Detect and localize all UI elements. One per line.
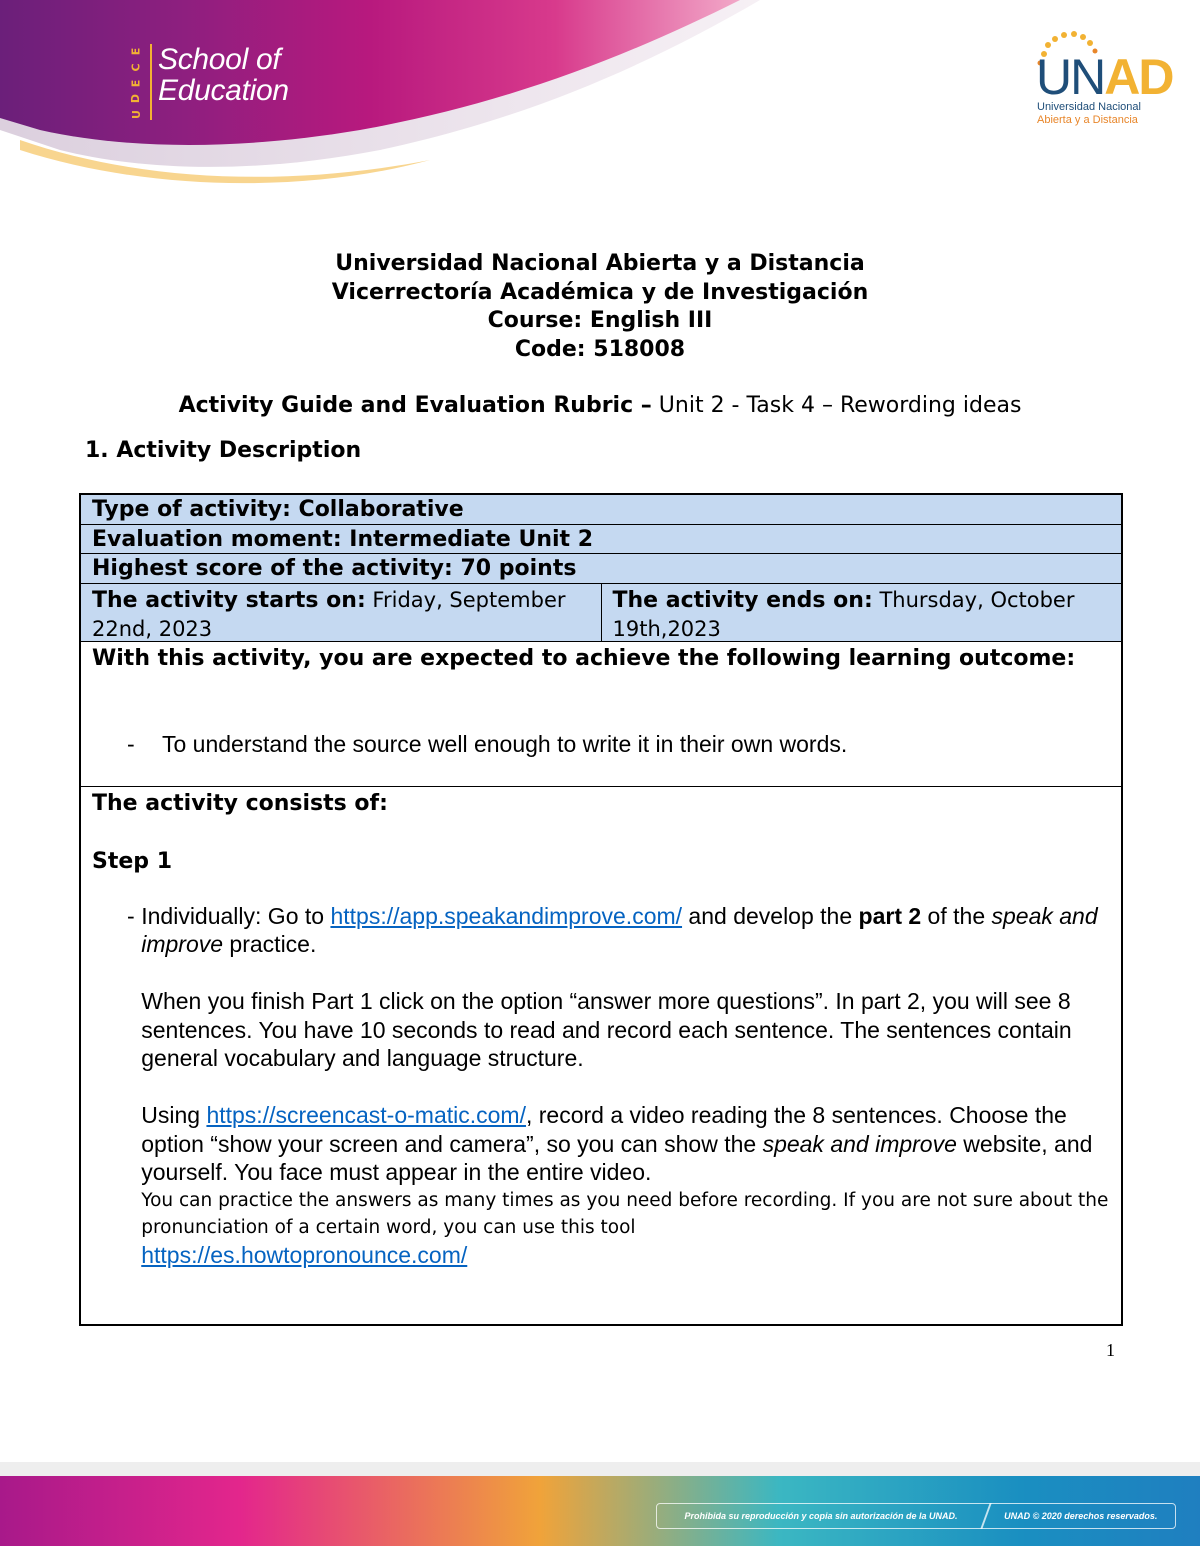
footer-notice: [656, 1503, 1176, 1529]
learning-outcome-intro: With this activity, you are expected to achieve the following learning outcome:: [92, 645, 1076, 671]
school-of-education-logo: [128, 44, 289, 124]
activity-consists-row: [81, 787, 1121, 1324]
footer-copy-notice: Prohibida su reproducción y copia sin autorización de la UNAD.: [684, 1511, 958, 1521]
course-name: Course: English III: [487, 308, 713, 333]
highest-score-row: Highest score of the activity: 70 points: [81, 554, 1121, 584]
activity-guide-title: Activity Guide and Evaluation Rubric – Unit 2 - Task 4 – Rewording ideas: [178, 393, 1022, 418]
learning-outcome-item: - To understand the source well enough to write it in their own words.: [127, 730, 848, 757]
page-number: 1: [1106, 1340, 1115, 1360]
end-date-cell: The activity ends on: Thursday, October 19th,2023: [601, 584, 1122, 641]
speakandimprove-link[interactable]: https://app.speakandimprove.com/: [330, 902, 683, 929]
unad-subtitle-2: Abierta y a Distancia: [1037, 114, 1138, 126]
step-1-content: - Individually: Go to https://app.speakandimprove.com/ and develop the part 2 of the speak and improve practice. When you finish Part 1 click on the option “answer more questions”. In part 2, you will see 8 sentences. You have 10 seconds to read and record each sentence. The sentences contain general vocabulary and language structure. Using https://screencast-o-matic.com/, record a video reading the 8 sentences. Choose the option “show your screen and camera”, so you can show the speak and improve website, and yourself. You face must appear in the entire video. You can practice the answers as many times as you need before recording. If you are not sure about the pronunciation of a certain word, you can use this tool https://es.howtopronounce.com/: [127, 902, 1117, 1270]
footer-rights: UNAD © 2020 derechos reservados.: [1004, 1511, 1158, 1521]
step-1-paragraph-3: Using https://screencast-o-matic.com/, record a video reading the 8 sentences. Choose the option “show your screen and camera”, so you can show the speak and improve website, and yourself. You face must appear in the entire video.: [141, 1102, 1093, 1185]
step-1-title: Step 1: [92, 848, 172, 874]
vicerrectoria: Vicerrectoría Académica y de Investigación: [331, 279, 869, 305]
screencast-link[interactable]: https://screencast-o-matic.com/: [206, 1102, 526, 1128]
type-of-activity-row: Type of activity: Collaborative: [81, 495, 1121, 525]
activity-description-table: [79, 493, 1123, 1326]
start-date-cell: The activity starts on: Friday, September 22nd, 2023: [92, 587, 566, 641]
unad-subtitle-1: Universidad Nacional: [1037, 101, 1141, 113]
dates-row: [81, 584, 1121, 642]
section-heading: 1. Activity Description: [85, 438, 362, 463]
step-1-paragraph-4: You can practice the answers as many times as you need before recording. If you are not sure about the pronunciation of a certain word, you can use this tool: [141, 1189, 1109, 1238]
step-1-paragraph-1: Individually: Go to https://app.speakandimprove.com/ and develop the part 2 of the speak and improve practice.: [141, 902, 1098, 957]
school-name: School of Education: [158, 43, 289, 107]
activity-consists-title: The activity consists of:: [92, 790, 388, 816]
howtopronounce-link[interactable]: https://es.howtopronounce.com/: [141, 1241, 468, 1268]
ecedu-vertical-text: E C E D U: [129, 47, 143, 119]
step-1-paragraph-2: When you finish Part 1 click on the option “answer more questions”. In part 2, you will see 8 sentences. You have 10 seconds to read and record each sentence. The sentences contain general vocabulary and language structure.: [141, 988, 1072, 1071]
unad-logo: [1034, 30, 1173, 130]
learning-outcome-row: [81, 642, 1121, 787]
course-code: Code: 518008: [514, 336, 686, 362]
evaluation-moment-row: Evaluation moment: Intermediate Unit 2: [81, 525, 1121, 555]
university-name: Universidad Nacional Abierta y a Distancia: [335, 251, 865, 276]
unad-wordmark: UNAD: [1036, 49, 1173, 105]
step-1-text: [141, 902, 1117, 1270]
document-title-block: [0, 250, 1200, 364]
logo-divider: [150, 44, 152, 120]
